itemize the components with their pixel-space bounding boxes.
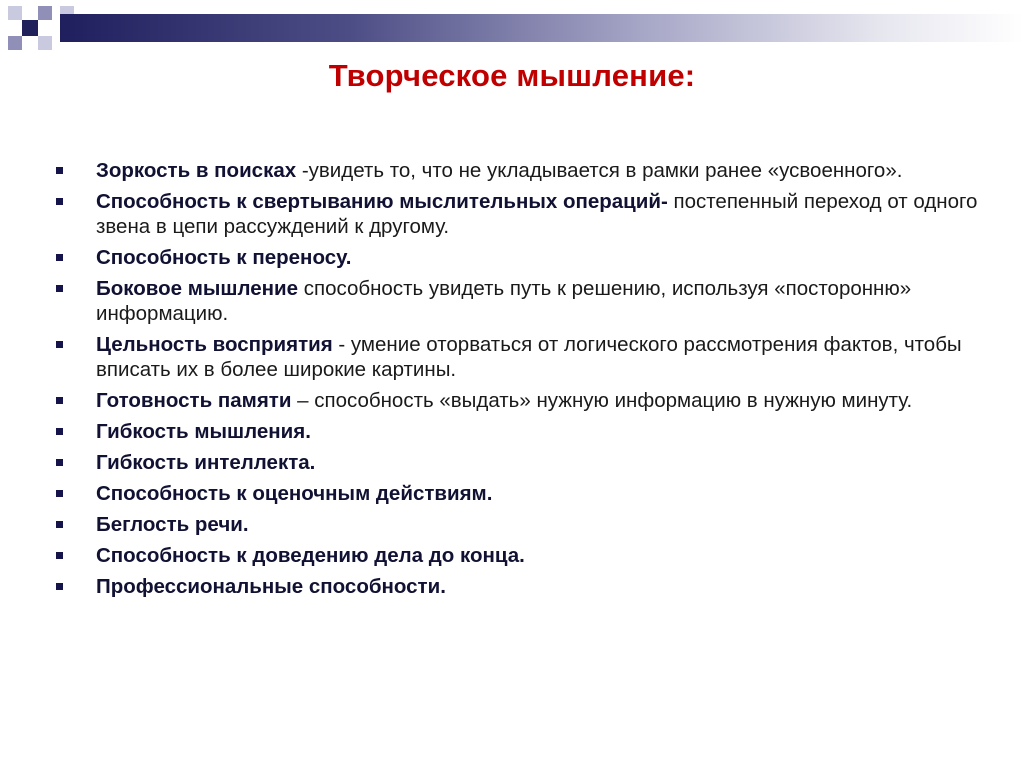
item-term: Гибкость мышления.: [96, 420, 311, 443]
decor-square: [38, 36, 52, 50]
item-term: Способность к переносу.: [96, 246, 352, 269]
list-item: [50, 388, 980, 413]
list-item: [50, 276, 980, 326]
item-term: Цельность восприятия: [96, 333, 333, 356]
list-item: [50, 481, 980, 506]
decor-square: [8, 36, 22, 50]
item-description: способность увидеть путь к решению, используя «посторонню» информацию.: [96, 277, 912, 325]
square-bullet-icon: [56, 397, 63, 404]
list-item: [50, 419, 980, 444]
list-item: [50, 512, 980, 537]
square-bullet-icon: [56, 254, 63, 261]
item-term: Способность к оценочным действиям.: [96, 482, 493, 505]
item-term: Зоркость в поисках: [96, 159, 297, 182]
square-bullet-icon: [56, 521, 63, 528]
square-bullet-icon: [56, 167, 63, 174]
item-term: Профессиональные способности.: [96, 575, 446, 598]
square-bullet-icon: [56, 198, 63, 205]
item-term: Способность к свертыванию мыслительных операций-: [96, 190, 668, 213]
item-description: – способность «выдать» нужную информацию в нужную минуту.: [291, 389, 913, 412]
item-term: Способность к доведению дела до конца.: [96, 544, 525, 567]
bullet-list: [50, 158, 980, 605]
list-item: [50, 189, 980, 239]
square-bullet-icon: [56, 428, 63, 435]
square-bullet-icon: [56, 459, 63, 466]
header-gradient-bar: [60, 14, 1024, 42]
list-item: [50, 158, 980, 183]
item-term: Беглость речи.: [96, 513, 249, 536]
item-description: -увидеть то, что не укладывается в рамки ранее «усвоенного».: [296, 159, 903, 182]
list-item: [50, 332, 980, 382]
list-item: [50, 450, 980, 475]
square-bullet-icon: [56, 341, 63, 348]
square-bullet-icon: [56, 285, 63, 292]
square-bullet-icon: [56, 583, 63, 590]
item-description: - умение оторваться от логического рассмотрения фактов, чтобы вписать их в более широкие картины.: [96, 333, 962, 381]
decor-square: [60, 6, 74, 14]
decor-square: [8, 6, 22, 20]
decor-square: [22, 20, 38, 36]
square-bullet-icon: [56, 552, 63, 559]
item-description: постепенный переход от одного звена в цепи рассуждений к другому.: [96, 190, 978, 238]
square-bullet-icon: [56, 490, 63, 497]
slide-title: Творческое мышление:: [328, 58, 696, 93]
item-term: Гибкость интеллекта.: [96, 451, 316, 474]
list-item: [50, 245, 980, 270]
decor-square: [38, 6, 52, 20]
list-item: [50, 574, 980, 599]
list-item: [50, 543, 980, 568]
item-term: Боковое мышление: [96, 277, 299, 300]
item-term: Готовность памяти: [96, 389, 292, 412]
